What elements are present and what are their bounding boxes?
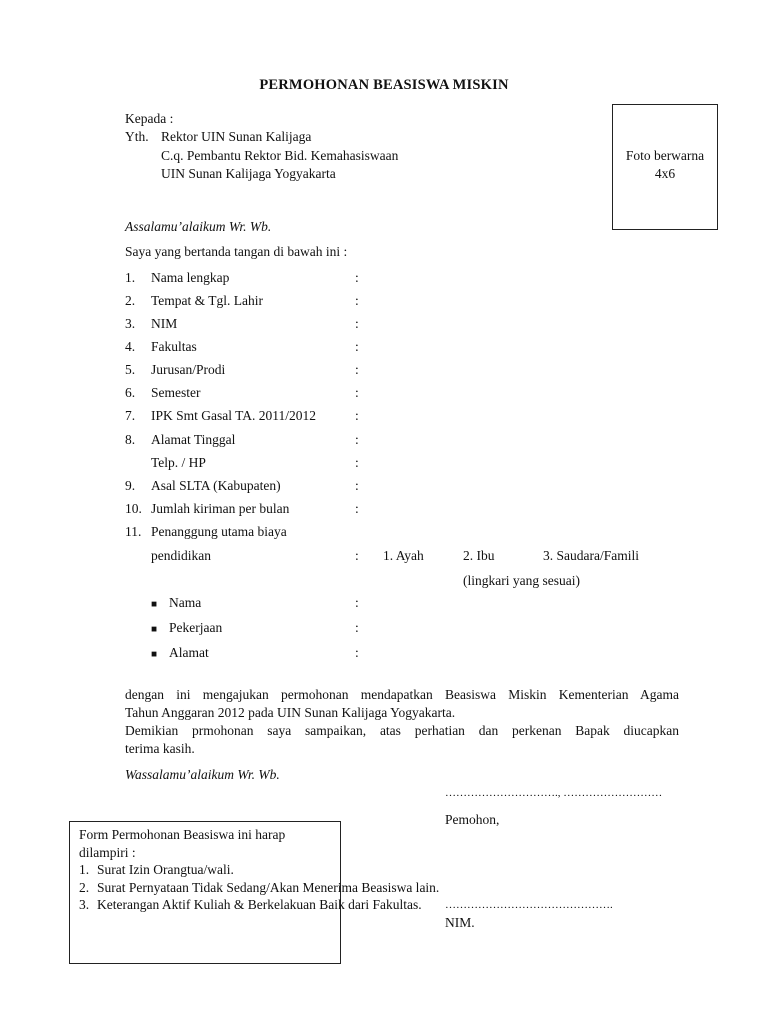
body-line3: Demikian prmohonan saya sampaikan, atas perhatian dan perkenan Bapak diucapkan [125, 723, 679, 738]
field-label: IPK Smt Gasal TA. 2011/2012 [151, 408, 317, 423]
kepada-label: Kepada : [125, 111, 174, 126]
field-colon: : [355, 548, 359, 563]
field-colon: : [355, 293, 359, 308]
field-row [125, 385, 201, 401]
attachment-box [69, 821, 440, 964]
body-paragraph [125, 686, 679, 758]
subfield-label: Alamat [169, 645, 209, 660]
page-title: PERMOHONAN BEASISWA MISKIN [259, 77, 509, 93]
bullet-icon: ■ [151, 599, 158, 610]
field-colon: : [355, 408, 359, 423]
field-label: Asal SLTA (Kabupaten) [151, 478, 281, 493]
photo-label-line1: Foto berwarna [625, 148, 705, 163]
attachment-heading-line2: dilampiri : [79, 844, 136, 860]
closing-greeting: Wassalamu’alaikum Wr. Wb. [125, 767, 280, 782]
field-colon: : [355, 501, 359, 516]
field-colon: : [355, 595, 359, 610]
field-number: 5. [125, 362, 136, 377]
field-row [125, 524, 287, 540]
field-label: Nama lengkap [151, 270, 230, 285]
field-row [125, 270, 229, 286]
address-line2: C.q. Pembantu Rektor Bid. Kemahasiswaan [161, 148, 399, 163]
field-number: 4. [125, 339, 136, 354]
field-colon: : [355, 620, 359, 635]
field-row [125, 478, 281, 494]
field-label: Fakultas [151, 339, 197, 354]
option-ibu: 2. Ibu [463, 548, 495, 563]
option-saudara: 3. Saudara/Famili [543, 548, 639, 563]
signature-name-line: ………………………………………. [445, 899, 613, 911]
pemohon-label: Pemohon, [445, 812, 500, 827]
field-row [125, 432, 235, 448]
address-line1: Rektor UIN Sunan Kalijaga [161, 129, 312, 144]
field-row [125, 316, 177, 332]
field-row [125, 293, 263, 309]
field-row [125, 408, 316, 424]
field-label: Penanggung utama biaya [151, 524, 287, 539]
field-number: 3. [125, 316, 136, 331]
subfield-label: Nama [169, 595, 202, 610]
subfield-row [151, 620, 222, 636]
field-number: 11. [125, 524, 142, 539]
intro-text: Saya yang bertanda tangan di bawah ini : [125, 244, 348, 259]
field-label: Semester [151, 385, 201, 400]
field-label: Alamat Tinggal [151, 432, 236, 447]
attachment-item: 3. Keterangan Aktif Kuliah & Berkelakuan Baik dari Fakultas. [79, 897, 422, 912]
photo-placeholder-box [612, 104, 718, 230]
place-date-line: …………………………., ……………………… [445, 787, 663, 799]
field-row [125, 362, 225, 378]
field-number: 1. [125, 270, 136, 285]
attachment-heading-line1: Form Permohonan Beasiswa ini harap [79, 827, 286, 842]
field-label: Tempat & Tgl. Lahir [151, 293, 264, 308]
yth-label: Yth. [125, 129, 149, 144]
greeting: Assalamu’alaikum Wr. Wb. [125, 219, 272, 234]
body-line2: Tahun Anggaran 2012 pada UIN Sunan Kalijaga Yogyakarta. [125, 705, 456, 720]
field-row [125, 501, 289, 517]
body-line1: dengan ini mengajukan permohonan mendapatkan Beasiswa Miskin Kementerian Agama [125, 687, 679, 702]
circle-note: (lingkari yang sesuai) [463, 573, 580, 588]
attachment-item: 2. Surat Pernyataan Tidak Sedang/Akan Menerima Beasiswa lain. [79, 879, 440, 895]
subfield-row [151, 645, 209, 661]
field-number: 7. [125, 408, 136, 423]
field-colon: : [355, 316, 359, 331]
field-colon: : [355, 645, 359, 660]
subfield-label: Pekerjaan [169, 620, 223, 635]
field-colon: : [355, 478, 359, 493]
field-colon: : [355, 455, 359, 470]
field-number: 8. [125, 432, 136, 447]
nim-label: NIM. [445, 915, 475, 930]
field-number: 9. [125, 478, 136, 493]
option-ayah: 1. Ayah [383, 548, 424, 563]
field-row [125, 339, 197, 355]
field-colon: : [355, 385, 359, 400]
subfield-row [151, 595, 201, 611]
field-colon: : [355, 270, 359, 285]
address-line3: UIN Sunan Kalijaga Yogyakarta [161, 166, 336, 181]
field-label: Jurusan/Prodi [151, 362, 226, 377]
field-label: Jumlah kiriman per bulan [151, 501, 290, 516]
photo-label-line2: 4x6 [654, 166, 676, 181]
field-row [125, 455, 206, 471]
penanggung-label-cont: pendidikan [151, 548, 211, 563]
attachment-item: 1. Surat Izin Orangtua/wali. [79, 862, 234, 877]
field-colon: : [355, 339, 359, 354]
field-colon: : [355, 432, 359, 447]
field-colon: : [355, 362, 359, 377]
field-label: Telp. / HP [151, 455, 206, 470]
field-number: 6. [125, 385, 136, 400]
body-line4: terima kasih. [125, 741, 195, 756]
field-label: NIM [151, 316, 178, 331]
field-number: 10. [125, 501, 142, 516]
field-number: 2. [125, 293, 136, 308]
bullet-icon: ■ [151, 649, 158, 660]
bullet-icon: ■ [151, 624, 158, 635]
